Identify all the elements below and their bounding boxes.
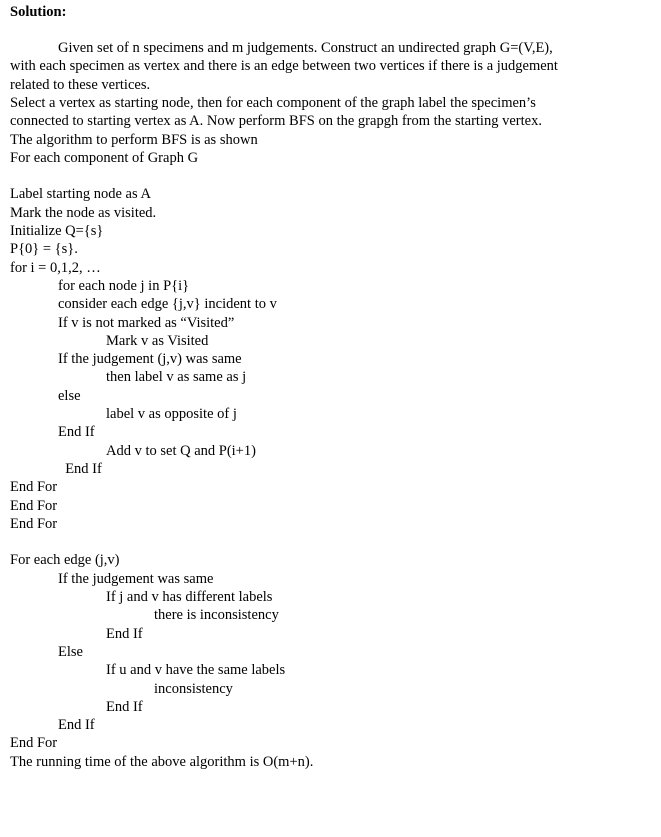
text-line: Mark the node as visited.	[10, 204, 157, 221]
text-line: for each node j in P{i}	[58, 277, 190, 294]
text-line: End For	[10, 497, 58, 514]
text-line: For each component of Graph G	[10, 149, 199, 166]
text-line: connected to starting vertex as A. Now perform BFS on the grapgh from the starting vertex.	[10, 113, 542, 130]
text-line: Mark v as Visited	[106, 332, 209, 349]
text-line: The running time of the above algorithm is O(m+n).	[10, 753, 314, 770]
text-line: Initialize Q={s}	[10, 223, 104, 239]
text-line: Add v to set Q and P(i+1)	[106, 442, 256, 459]
solution-heading: Solution:	[10, 4, 67, 20]
text-line: End For	[10, 479, 58, 496]
text-line: If j and v has different labels	[106, 589, 273, 605]
text-line: End If	[106, 698, 143, 715]
text-line: then label v as same as j	[106, 369, 247, 386]
text-line: Else	[58, 643, 83, 660]
text-line: label v as opposite of j	[106, 406, 237, 422]
text-line: If the judgement (j,v) was same	[58, 351, 242, 368]
text-line: End For	[10, 515, 58, 532]
text-line: End For	[10, 735, 58, 752]
text-line: If v is not marked as “Visited”	[58, 314, 235, 331]
text-line: there is inconsistency	[154, 607, 279, 624]
text-line: consider each edge {j,v} incident to v	[58, 296, 277, 313]
text-line: End If	[58, 424, 95, 441]
text-line: Given set of n specimens and m judgements. Construct an undirected graph G=(V,E),	[58, 40, 553, 56]
text-line: Select a vertex as starting node, then for each component of the graph label the specimen’s	[10, 94, 536, 111]
text-line: End If	[58, 717, 95, 734]
text-line: P{0} = {s}.	[10, 241, 78, 258]
text-line: End If	[65, 460, 102, 477]
text-line: End If	[106, 625, 143, 642]
text-line: for i = 0,1,2, …	[10, 259, 101, 276]
text-line: For each edge (j,v)	[10, 552, 120, 569]
text-line: else	[58, 387, 81, 404]
text-line: The algorithm to perform BFS is as shown	[10, 131, 258, 148]
text-line: If u and v have the same labels	[106, 662, 286, 679]
text-line: Label starting node as A	[10, 186, 151, 203]
text-line: related to these vertices.	[10, 76, 151, 93]
text-line: inconsistency	[154, 680, 233, 697]
text-line: If the judgement was same	[58, 570, 214, 587]
text-line: with each specimen as vertex and there is an edge between two vertices if there is a judgement	[10, 58, 558, 75]
